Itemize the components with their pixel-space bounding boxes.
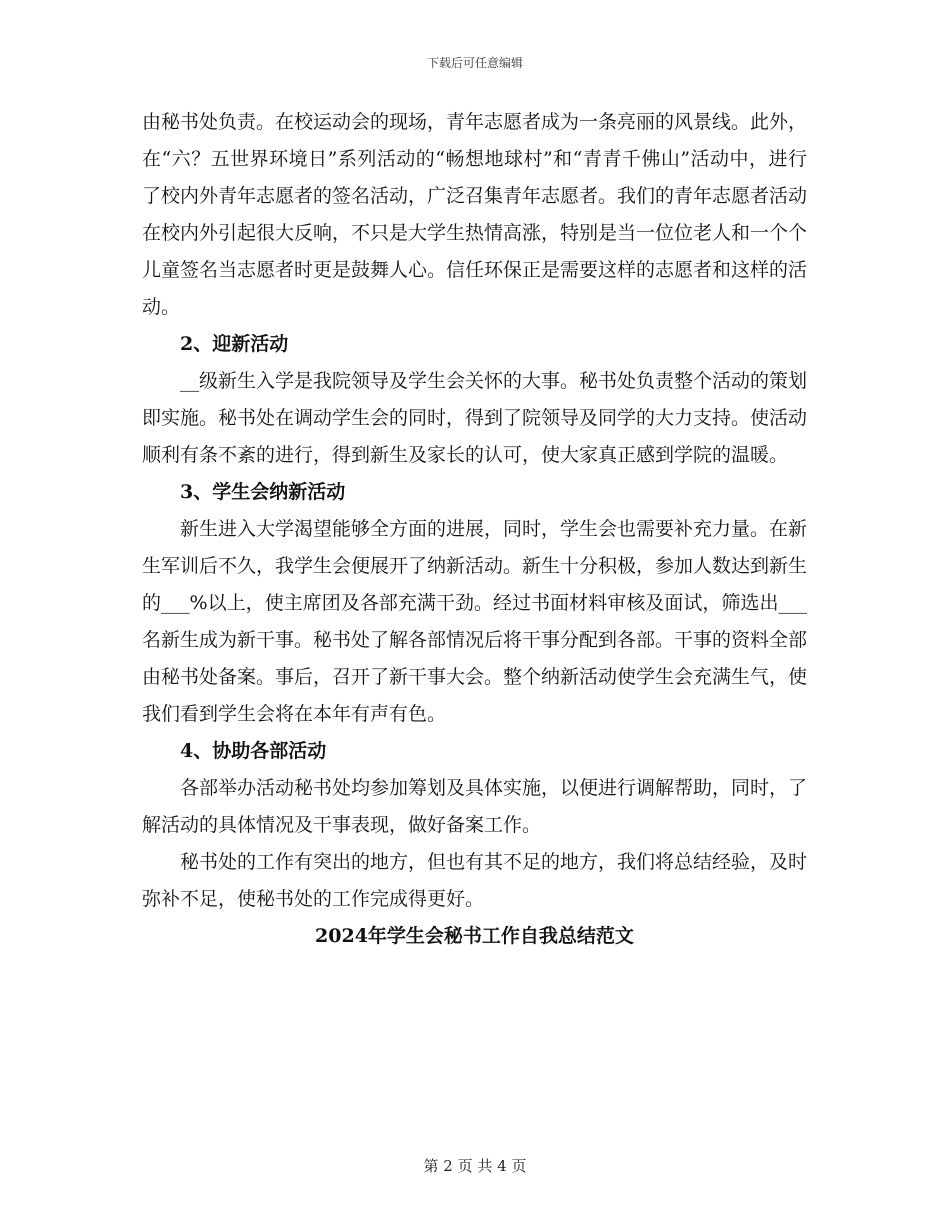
document-title: 2024年学生会秘书工作自我总结范文: [315, 925, 634, 947]
section-heading-assist: 4、协助各部活动: [180, 740, 327, 762]
paragraph-volunteer: 由秘书处负责。在校运动会的现场，青年志愿者成为一条亮丽的风景线。此外，在“六？五世界环境日”系列活动的“畅想地球村”和“青青千佛山”活动中，进行了校内外青年志愿者的签名活动，广泛召集青年志愿者。我们的青年志愿者活动在校内外引起很大反响，不只是大学生热情高涨，特别是当一位位老人和一个个儿童签名当志愿者时更是鼓舞人心。信任环保正是需要这样的志愿者和这样的活动。: [142, 111, 808, 318]
page-header: 下载后可任意编辑: [426, 56, 523, 70]
paragraph-assist: 各部举办活动秘书处均参加筹划及具体实施，以便进行调解帮助，同时，了解活动的具体情况及干事表现，做好备案工作。: [142, 777, 808, 836]
page-footer: 第 2 页 共 4 页: [423, 1157, 527, 1175]
paragraph-welcome: __级新生入学是我院领导及学生会关怀的大事。秘书处负责整个活动的策划即实施。秘书处在调动学生会的同时，得到了院领导及同学的大力支持。使活动顺利有条不紊的进行，得到新生及家长的认可，使大家真正感到学院的温暖。: [142, 370, 808, 466]
section-heading-welcome: 2、迎新活动: [180, 333, 289, 355]
document-body: [142, 104, 807, 955]
paragraph-recruitment: 新生进入大学渴望能够全方面的进展，同时，学生会也需要补充力量。在新生军训后不久，我学生会便展开了纳新活动。新生十分积极，参加人数达到新生的___%以上，使主席团及各部充满干劲。经过书面材料审核及面试，筛选出___名新生成为新干事。秘书处了解各部情况后将干事分配到各部。干事的资料全部由秘书处备案。事后，召开了新干事大会。整个纳新活动使学生会充满生气，使我们看到学生会将在本年有声有色。: [142, 518, 808, 725]
paragraph-conclusion: 秘书处的工作有突出的地方，但也有其不足的地方，我们将总结经验，及时弥补不足，使秘书处的工作完成得更好。: [142, 851, 808, 910]
section-heading-recruitment: 3、学生会纳新活动: [180, 481, 346, 503]
